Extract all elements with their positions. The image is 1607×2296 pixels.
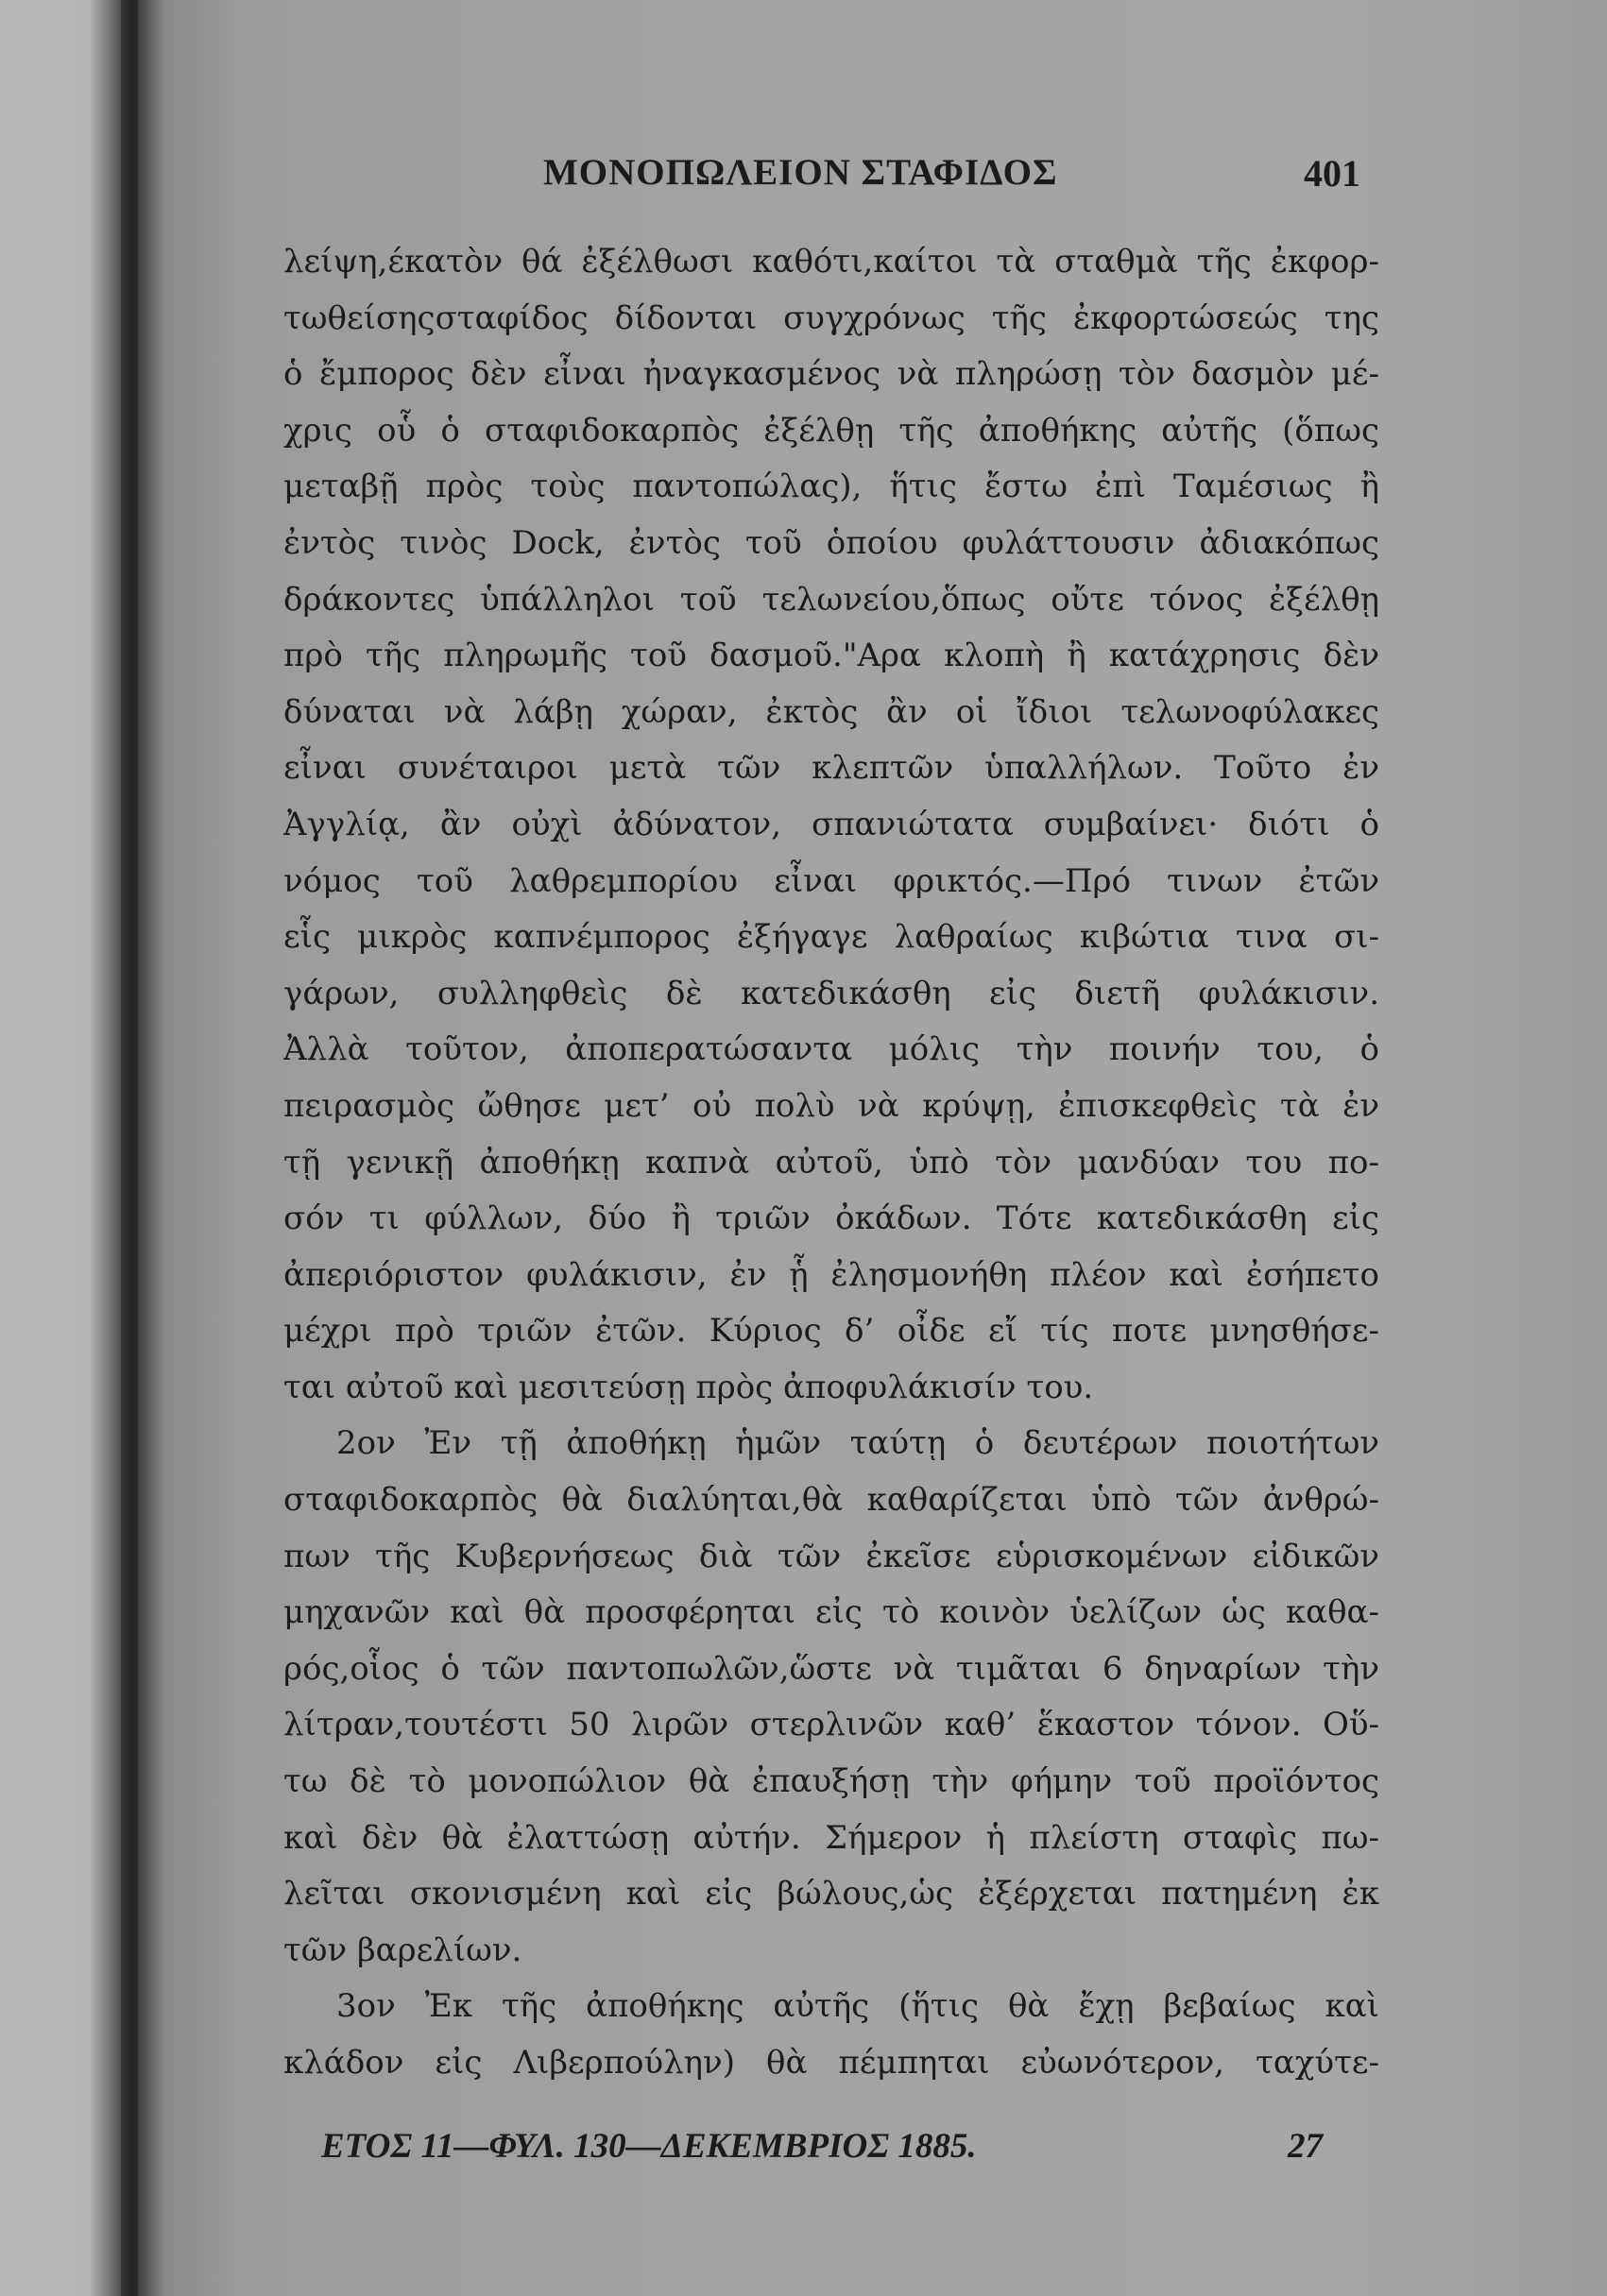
text-line: ἀπεριόριστον φυλάκισιν, ἐν ᾗ ἐλησμονήθη πλέον καὶ ἐσήπετο	[283, 1255, 1379, 1294]
text-line: τωθείσηςσταφίδος δίδονται συγχρόνως τῆς ἐκφορτώσεώς της	[283, 298, 1379, 337]
text-line: 2ον Ἐν τῇ ἀποθήκῃ ἡμῶν ταύτῃ ὁ δευτέρων ποιοτήτων	[336, 1424, 1379, 1463]
text-line: ὁ ἔμπορος δὲν εἶναι ἠναγκασμένος νὰ πληρώσῃ τὸν δασμὸν μέ-	[283, 355, 1379, 394]
text-line: πειρασμὸς ὤθησε μετ’ οὐ πολὺ νὰ κρύψῃ, ἐπισκεφθεὶς τὰ ἐν	[283, 1086, 1379, 1125]
text-line: ται αὐτοῦ καὶ μεσιτεύσῃ πρὸς ἀποφυλάκισίν του.	[283, 1368, 1094, 1406]
text-line: τῇ γενικῇ ἀποθήκῃ καπνὰ αὐτοῦ, ὑπὸ τὸν μανδύαν του πο-	[283, 1143, 1379, 1182]
body-text	[283, 234, 1379, 2092]
text-line: δύναται νὰ λάβῃ χώραν, ἐκτὸς ἂν οἱ ἴδιοι τελωνοφύλακες	[283, 692, 1379, 731]
footer-sheet-number: 27	[1288, 2126, 1323, 2166]
text-line: ἐντὸς τινὸς Dock, ἐντὸς τοῦ ὁποίου φυλάττουσιν ἀδιακόπως	[283, 523, 1379, 562]
running-head	[283, 132, 1379, 198]
page-content	[283, 132, 1379, 2183]
page-number: 401	[1304, 152, 1360, 195]
text-line: καὶ δὲν θὰ ἐλαττώσῃ αὐτήν. Σήμερον ἡ πλείστη σταφὶς πω-	[283, 1818, 1379, 1857]
footer-signature: ΕΤΟΣ 11—ΦΥΛ. 130—ΔΕΚΕΜΒΡΙΟΣ 1885.	[321, 2126, 977, 2166]
book-gutter-shadow	[121, 0, 138, 2296]
text-line: χρις οὗ ὁ σταφιδοκαρπὸς ἐξέλθῃ τῆς ἀποθήκης αὐτῆς (ὅπως	[283, 411, 1379, 450]
text-line: μεταβῇ πρὸς τοὺς παντοπώλας), ἥτις ἔστω ἐπὶ Ταμέσιως ἢ	[283, 468, 1379, 506]
page-footer	[283, 2126, 1379, 2183]
text-line: νόμος τοῦ λαθρεμπορίου εἶναι φρικτός.—Πρό τινων ἐτῶν	[283, 861, 1379, 900]
text-line: λεῖται σκονισμένη καὶ εἰς βώλους,ὡς ἐξέρχεται πατημένη ἐκ	[283, 1875, 1379, 1913]
text-line: Ἀλλὰ τοῦτον, ἀποπερατώσαντα μόλις τὴν ποινήν του, ὁ	[283, 1030, 1379, 1069]
text-line: δράκοντες ὑπάλληλοι τοῦ τελωνείου,ὅπως οὔτε τόνος ἐξέλθῃ	[283, 580, 1379, 619]
text-line: τω δὲ τὸ μονοπώλιον θὰ ἐπαυξήσῃ τὴν φήμην τοῦ προϊόντος	[283, 1762, 1379, 1801]
text-line: εἶναι συνέταιροι μετὰ τῶν κλεπτῶν ὑπαλλήλων. Τοῦτο ἐν	[283, 749, 1379, 788]
text-line: μέχρι πρὸ τριῶν ἐτῶν. Κύριος δ’ οἶδε εἴ τίς ποτε μνησθήσε-	[283, 1312, 1379, 1351]
text-line: 3ον Ἐκ τῆς ἀποθήκης αὐτῆς (ἥτις θὰ ἔχῃ βεβαίως καὶ	[336, 1987, 1379, 2026]
text-line: πων τῆς Κυβερνήσεως διὰ τῶν ἐκεῖσε εὑρισκομένων εἰδικῶν	[283, 1537, 1379, 1575]
text-line: κλάδον εἰς Λιβερπούλην) θὰ πέμπηται εὐωνότερον, ταχύτε-	[283, 2044, 1379, 2082]
text-line: τῶν βαρελίων.	[283, 1930, 522, 1969]
running-head-title: ΜΟΝΟΠΩΛΕΙΟΝ ΣΤΑΦΙΔΟΣ	[543, 152, 1058, 193]
text-line: γάρων, συλληφθεὶς δὲ κατεδικάσθη εἰς διετῆ φυλάκισιν.	[283, 974, 1379, 1012]
text-line: ρός,οἷος ὁ τῶν παντοπωλῶν,ὥστε νὰ τιμᾶται 6 δηναρίων τὴν	[283, 1649, 1379, 1688]
text-line: σταφιδοκαρπὸς θὰ διαλύηται,θὰ καθαρίζεται ὑπὸ τῶν ἀνθρώ-	[283, 1481, 1379, 1520]
text-line: σόν τι φύλλων, δύο ἢ τριῶν ὀκάδων. Τότε κατεδικάσθη εἰς	[283, 1199, 1379, 1238]
text-line: λείψη,έκατὸν θά ἐξέλθωσι καθότι,καίτοι τὰ σταθμὰ τῆς ἐκφορ-	[283, 243, 1379, 281]
text-line: εἷς μικρὸς καπνέμπορος ἐξήγαγε λαθραίως κιβώτια τινα σι-	[283, 918, 1379, 957]
text-line: Ἀγγλίᾳ, ἂν οὐχὶ ἀδύνατον, σπανιώτατα συμβαίνει· διότι ὁ	[283, 805, 1379, 843]
text-line: μηχανῶν καὶ θὰ προσφέρηται εἰς τὸ κοινὸν ὑελίζων ὡς καθα-	[283, 1593, 1379, 1632]
text-line: λίτραν,τουτέστι 50 λιρῶν στερλινῶν καθ’ ἕκαστον τόνον. Οὕ-	[283, 1706, 1379, 1744]
text-line: πρὸ τῆς πληρωμῆς τοῦ δασμοῦ."Αρα κλοπὴ ἢ κατάχρησις δὲν	[283, 637, 1379, 675]
